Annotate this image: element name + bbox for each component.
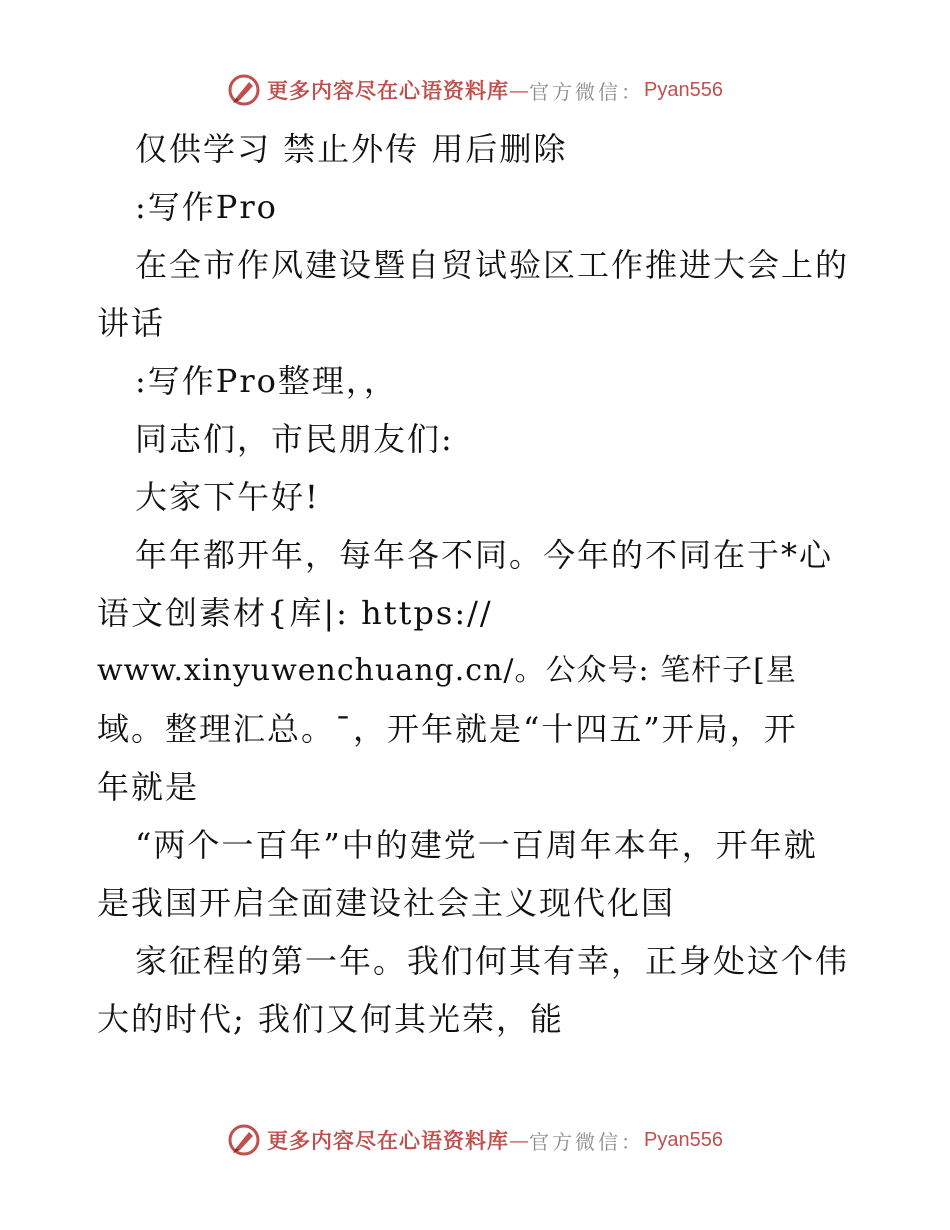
doc-line: 年就是: [97, 768, 200, 806]
pen-nib-logo-icon: [227, 1123, 261, 1157]
doc-line: 仅供学习 禁止外传 用后删除: [135, 130, 568, 168]
watermark-dash: —: [509, 78, 530, 102]
doc-line: 在全市作风建设暨自贸试验区工作推进大会上的: [135, 246, 850, 284]
doc-line: 是我国开启全面建设社会主义现代化国: [97, 884, 676, 922]
document-body: [97, 120, 857, 1048]
pen-nib-logo-icon: [227, 73, 261, 107]
watermark-brand: 更多内容尽在心语资料库: [267, 78, 510, 103]
footer-watermark: [0, 1120, 950, 1160]
watermark-wechat-id: Pyan556: [644, 78, 723, 101]
doc-line: 语文创素材{库|: https://: [97, 594, 493, 632]
doc-line: 讲话: [97, 304, 166, 342]
watermark-brand: 更多内容尽在心语资料库: [267, 1128, 510, 1153]
doc-line: 家征程的第一年。我们何其有幸，正身处这个伟: [135, 942, 850, 980]
doc-line: 同志们，市民朋友们:: [135, 420, 454, 458]
watermark-dash: —: [509, 1128, 530, 1152]
doc-line: 大家下午好!: [135, 478, 320, 516]
doc-line: “两个一百年”中的建党一百周年本年，开年就: [135, 826, 818, 864]
doc-line: :写作Pro: [135, 188, 278, 226]
watermark-official: 官方微信：: [529, 1129, 645, 1154]
doc-line: 年年都开年，每年各不同。今年的不同在于*心: [135, 536, 834, 574]
doc-line: 大的时代; 我们又何其光荣，能: [97, 1000, 564, 1038]
watermark-official: 官方微信：: [529, 79, 645, 104]
doc-line: 域。整理汇总。¯，开年就是“十四五”开局，开: [97, 710, 798, 748]
header-watermark: [0, 70, 950, 110]
doc-line: :写作Pro整理，，: [135, 362, 398, 400]
doc-line: www.xinyuwenchuang.cn/。公众号: 笔杆子[星: [97, 653, 797, 688]
watermark-wechat-id: Pyan556: [644, 1128, 723, 1151]
